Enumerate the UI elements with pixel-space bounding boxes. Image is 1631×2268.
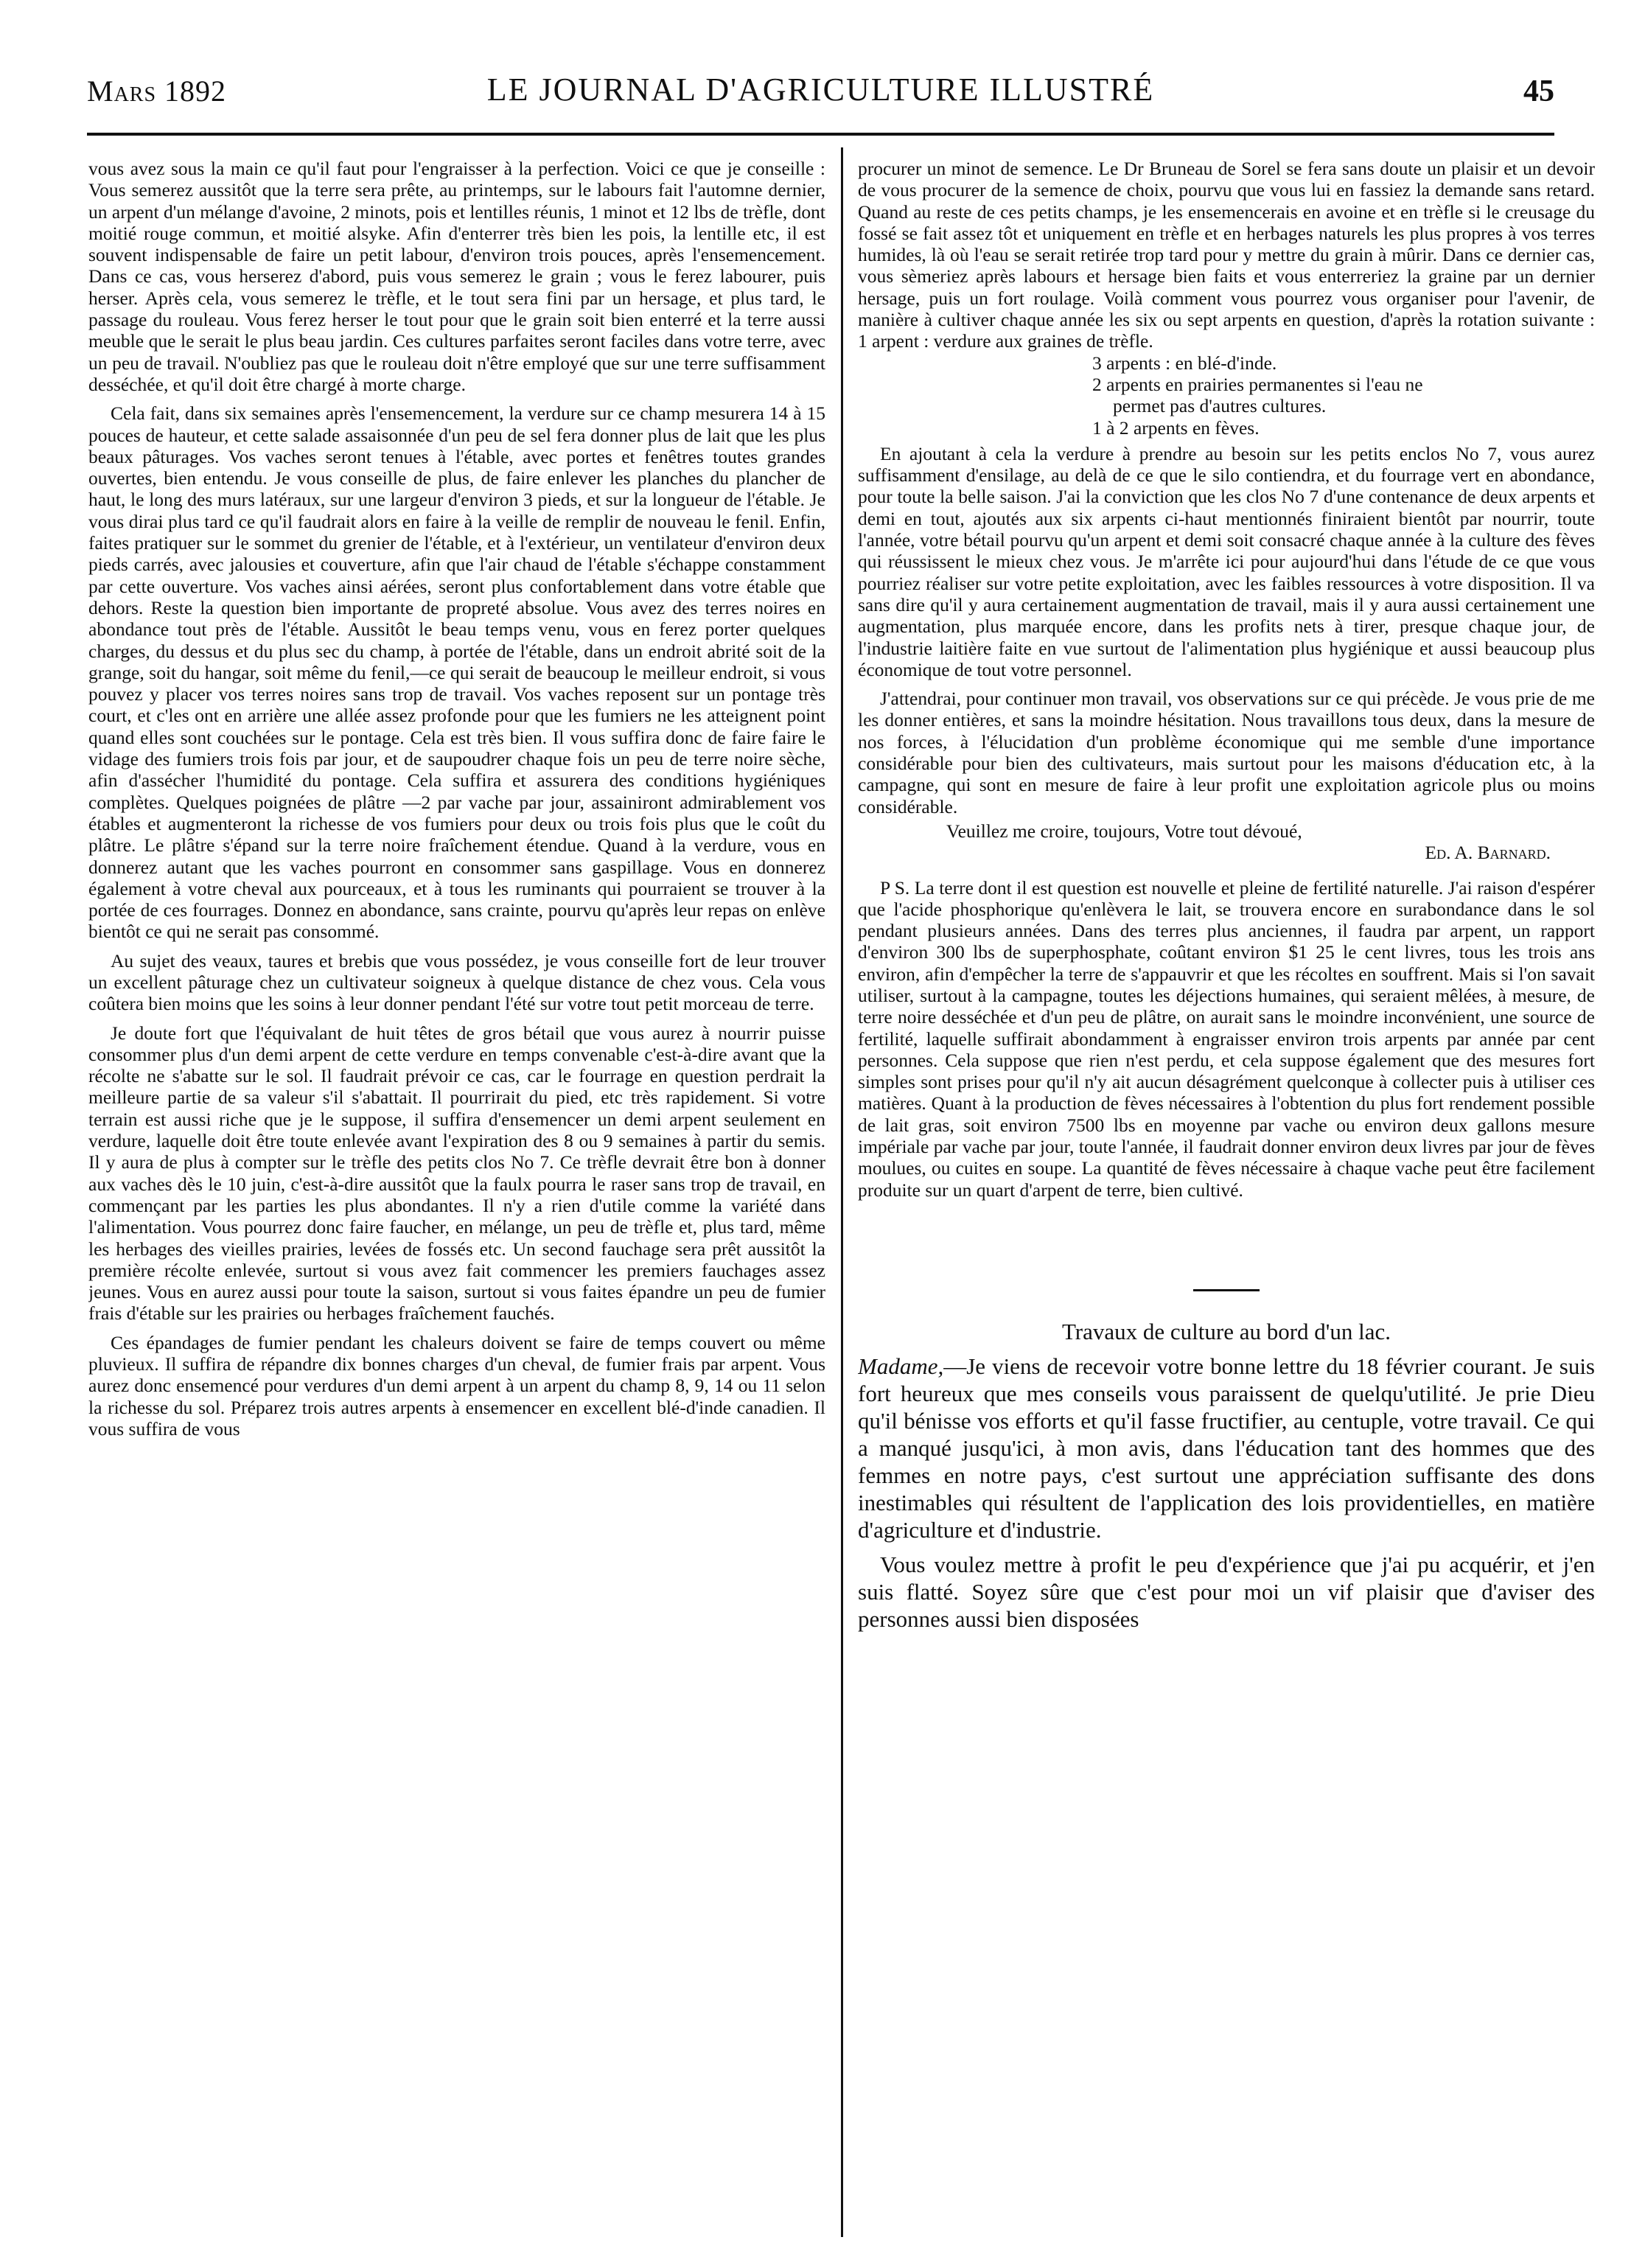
- journal-title: LE JOURNAL D'AGRICULTURE ILLUSTRÉ: [486, 71, 1155, 108]
- salutation: Madame,: [858, 1353, 944, 1380]
- paragraph: [858, 1353, 1595, 1543]
- header-rule: [87, 133, 1554, 136]
- list-item: permet pas d'autres cultures.: [1113, 395, 1327, 417]
- paragraph: En ajoutant à cela la verdure à prendre au besoin sur les petits enclos No 7, vous aurez suffisamment d'ensilage, au delà de ce que le silo contiendra, et du fourrage vert en abondance, pour toute la belle saison. J'ai la conviction que les clos No 7 d'une contenance de deux arpents et demi en tout, ajoutés aux six arpents ci-haut mentionnés finiraient bientôt par nourrir, toute l'année, votre bétail pourvu qu'un arpent et demi soit consacré chaque année à la culture des fèves qui réussissent le mieux chez vous. Je m'arrête ici pour aujourd'hui dans l'étude de ce que vous pourriez réaliser sur votre petite exploitation, avec les faibles ressources à votre disposition. Il va sans dire qu'il y aura certainement augmentation de travail, mais il y aura aussi certainement une augmentation, plus marquée encore, dans les profits nets à tirer, presque chaque jour, de l'industrie laitière faite en vue surtout de l'alimentation plus hygiénique et aussi beaucoup plus économique de tout votre personnel.: [858, 442, 1595, 680]
- paragraph: vous avez sous la main ce qu'il faut pour l'engraisser à la perfection. Voici ce que je conseille : Vous semerez aussitôt que la terre sera prête, au printemps, sur le labours fait l'automne dernier, un arpent d'un mélange d'avoine, 2 minots, pois et lentilles réunis, 1 minot et 12 lbs de trèfle, dont moitié rouge commun, et moitié alsyke. Afin d'enterrer très bien les pois, la lentille etc, il est souvent indispensable de faire un petit labour, d'environ trois pouces, après l'ensemencement. Dans ce cas, vous herserez d'abord, puis vous semerez le grain ; vous le ferez labourer, puis herser. Après cela, vous semerez le trèfle, et le tout sera fini par un hersage, et plus tard, le passage du rouleau. Vous ferez herser le tout pour que le grain soit bien enterré et la terre aussi meuble que le serait le plus beau jardin. Ces cultures parfaites seront faciles dans votre terre, avec un peu de travail. N'oubliez pas que le rouleau doit n'être employé que sur une terre suffisamment desséchée, et qu'il doit être chargé à morte charge.: [88, 158, 825, 395]
- page-header: [87, 71, 1554, 115]
- paragraph: Au sujet des veaux, taures et brebis que vous possédez, je vous conseille fort de leur trouver un excellent pâturage chez un cultivateur soigneux à quelque distance de chez vous. Cela vous coûtera bien moins que les soins à leur donner pendant l'été sur votre tout petit morceau de terre.: [88, 949, 825, 1015]
- page-number: 45: [1523, 74, 1554, 108]
- paragraph: Je doute fort que l'équivalant de huit têtes de gros bétail que vous aurez à nourrir puisse consommer plus d'un demi arpent de cette verdure en temps convenable c'est-à-dire avant que la récolte ne s'abatte sur le sol. Il faudrait prévoir ce cas, car le fourrage en question perdrait la meilleure partie de sa valeur s'il s'abattait. Il pourrirait du pied, etc très rapidement. Si votre terrain est aussi riche que je le suppose, il suffira d'ensemencer un demi arpent seulement en verdure, laquelle doit être toute enlevée avant l'expiration des 8 ou 9 semaines à partir du semis. Il y aura de plus à compter sur le trèfle des petits clos No 7. Ce trèfle devrait être bon à donner aux vaches dès le 10 juin, c'est-à-dire aussitôt que la faulx pourra le raser sans trop de travail, en commençant par les parties les plus abondantes. Il n'y a rien d'utile comme la variété dans l'alimentation. Vous pourrez donc faire faucher, en mélange, un peu de trèfle et, plus tard, même les herbages des vieilles prairies, levées de fossés etc. Un second fauchage sera prêt aussitôt la première récolte enlevée, surtout si vous avez fait commencer les premiers fauchages assez jeunes. Vous en aurez aussi pour toute la saison, surtout si vous faites épandre un peu de fumier frais d'étable sur les prairies ou herbages fraîchement fauchés.: [88, 1022, 825, 1325]
- article-body: [858, 1353, 1595, 1633]
- section-divider: [1193, 1289, 1260, 1291]
- rotation-list: [858, 352, 1595, 439]
- paragraph: Vous voulez mettre à profit le peu d'expérience que j'ai pu acquérir, et j'en suis flatté. Soyez sûre que c'est pour moi un vif plaisir que d'aviser des personnes aussi bien disposées: [858, 1552, 1595, 1633]
- paragraph: procurer un minot de semence. Le Dr Bruneau de Sorel se fera sans doute un plaisir et un devoir de vous procurer de la semence de choix, pourvu que vous lui en fassiez la demande sans retard. Quand au reste de ces petits champs, je les ensemencerais en avoine et en trèfle si le creusage du fossé se fait assez tôt et uniquement en trèfle et en herbages naturels les plus propres à vos terres humides, là où l'eau se serait retirée trop tard pour y mettre du grain à mûrir. Dans ce dernier cas, vous sèmeriez après labours et hersage bien faits et vous enterreriez la graine par un dernier hersage, puis un fort roulage. Voilà comment vous pourrez vous organiser pour l'avenir, de manière à cultiver chaque année les six ou sept arpents en question, d'après la rotation suivante : 1 arpent : verdure aux graines de trèfle.: [858, 158, 1595, 352]
- postscript: P S. La terre dont il est question est nouvelle et pleine de fertilité naturelle. J'ai raison d'espérer que l'acide phosphorique qu'enlèvera le lait, se trouvera encore en surabondance dans le sol pendant plusieurs années. Dans des terres plus anciennes, il faudra par arpent, un rapport d'environ 300 lbs de superphosphate, coûtant environ $1 25 le cent livres, tous les trois ans environ, afin d'empêcher la terre de s'appauvrir et que les récoltes en souffrent. Mais si l'on savait utiliser, surtout à la campagne, toutes les déjections humaines, qui seraient mêlées, à mesure, de terre noire desséchée et d'un peu de plâtre, on aurait sans le moindre inconvénient, une source de fertilité, laquelle suffirait abondamment à engraisser environ trois arpents par année par cent personnes. Cela suppose que rien n'est perdu, et cela suppose également que des mesures fort simples sont prises pour qu'il n'y ait aucun désagrément quelconque à collecter puis à utiliser ces matières. Quant à la production de fèves nécessaires à l'obtention du plus fort rendement possible de lait gras, soit environ 7500 lbs en moyenne par vache ou environ deux gallons mesure impériale par vache par jour, toute l'année, il faudrait donner environ deux livres par jour de fèves moulues, ou cuites en soupe. La quantité de fèves nécessaire à chaque vache peut être facilement produite sur un quart d'arpent de terre, bien cultivé.: [858, 876, 1595, 1201]
- article-title: Travaux de culture au bord d'un lac.: [1061, 1318, 1391, 1344]
- paragraph: J'attendrai, pour continuer mon travail, vos observations sur ce qui précède. Je vous prie de me les donner entières, et sans la moindre hésitation. Nous travaillons tous deux, dans la mesure de nos forces, à l'élucidation d'un problème économique qui me semble d'une importance considérable pour bien des cultivateurs, mais surtout pour les maisons d'éducation etc, à la campagne, qui sont en mesure de faire à leur profit une exploitation agricole plus ou moins considérable.: [858, 688, 1595, 817]
- letter-signature: Ed. A. Barnard.: [1425, 842, 1551, 864]
- list-item: 1 à 2 arpents en fèves.: [1092, 416, 1260, 439]
- right-column: [858, 158, 1595, 2244]
- column-separator: [841, 147, 843, 2237]
- issue-date: Mars 1892: [87, 74, 227, 108]
- left-column: [88, 158, 825, 2244]
- paragraph: Cela fait, dans six semaines après l'ensemencement, la verdure sur ce champ mesurera 14 à 15 pouces de hauteur, et cette salade assaisonnée d'un peu de sel fera donner plus de lait que les plus beaux pâturages. Vos vaches seront tenues à l'étable, avec portes et fenêtres toutes grandes ouvertes, bien entendu. Je vous conseille de plus, de faire enlever les planches du plancher de haut, le long des murs latéraux, sur une largeur d'environ 3 pieds, et sur la longueur de l'étable. Je vous dirai plus tard ce qu'il faudrait alors en faire à la veille de remplir de nouveau le fenil. Enfin, faites pratiquer sur le sommet du grenier de l'étable, et à l'extérieur, un ventilateur d'environ deux pieds carrés, avec jalousies et couverture, afin que l'air chaud de l'étable s'échappe constamment par cette ouverture. Vos vaches ainsi aérées, seront plus confortablement dans votre étable que dehors. Reste la question bien importante de propreté absolue. Vous avez des terres noires en abondance tout près de l'étable. Aussitôt le beau temps venu, vous en ferez porter quelques charges, du dessus et du plus sec du champ, à portée de l'étable, dans un endroit abrité soit de la grange, soit du hangar, soit même du fenil,—ce qui serait de beaucoup le meilleur endroit, si vous pouvez y placer vos terres noires sans trop de travail. Vos vaches reposent sur un pontage très court, et c'les ont en arrière une allée assez profonde pour que les fumiers ne les atteignent point quand elles sont couchées sur le pontage. Cela est très bien. Il vous suffira donc de faire faire le vidage des fumiers trois fois par jour, et de saupoudrer chaque fois un peu de terre noire sèche, afin d'assécher l'humidité du pontage. Cela suffira et assurera des conditions hygiéniques complètes. Quelques poignées de plâtre —2 par vache par jour, assainiront admirablement vos étables et augmenteront la richesse de vos fumiers pour deux ou trois fois plus que le coût du plâtre. Le plâtre s'épand sur la terre noire fraîchement étendue. Quand à la verdure, vous en donnerez autant que les vaches pourront en consommer sans gaspillage. Vous en donnerez également à votre cheval aux pourceaux, et à tous les ruminants qui pourraient se trouver à la portée de ces fourrages. Donnez en abondance, sans crainte, pourvu qu'après leur repas on enlève bientôt ce qui ne serait pas consommé.: [88, 402, 825, 943]
- paragraph: Ces épandages de fumier pendant les chaleurs doivent se faire de temps couvert ou même pluvieux. Il suffira de répandre dix bonnes charges d'un cheval, de fumier frais par arpent. Vous aurez donc ensemencé pour verdures d'un demi arpent à un arpent du champ 8, 9, 14 ou 11 selon la richesse du sol. Préparez trois autres arpents à ensemencer en excellent blé-d'inde canadien. Il vous suffira de vous: [88, 1331, 825, 1440]
- list-item: 2 arpents en prairies permanentes si l'eau ne: [1092, 373, 1423, 395]
- letter-closing: Veuillez me croire, toujours, Votre tout dévoué,: [946, 820, 1302, 842]
- paragraph-text: —Je viens de recevoir votre bonne lettre du 18 février courant. Je suis fort heureux que mes conseils vous paraissent de quelqu'utilité. Je prie Dieu qu'il bénisse vos efforts et qu'il fasse fructifier, au centuple, votre travail. Ce qui a manqué jusqu'ici, à mon avis, dans l'éducation tant des hommes que des femmes en notre pays, c'est surtout une appréciation suffisante des dons inestimables qui résultent de l'application des lois providentielles, en matière d'agriculture et d'industrie.: [858, 1353, 1595, 1543]
- list-item: 3 arpents : en blé-d'inde.: [1092, 352, 1277, 374]
